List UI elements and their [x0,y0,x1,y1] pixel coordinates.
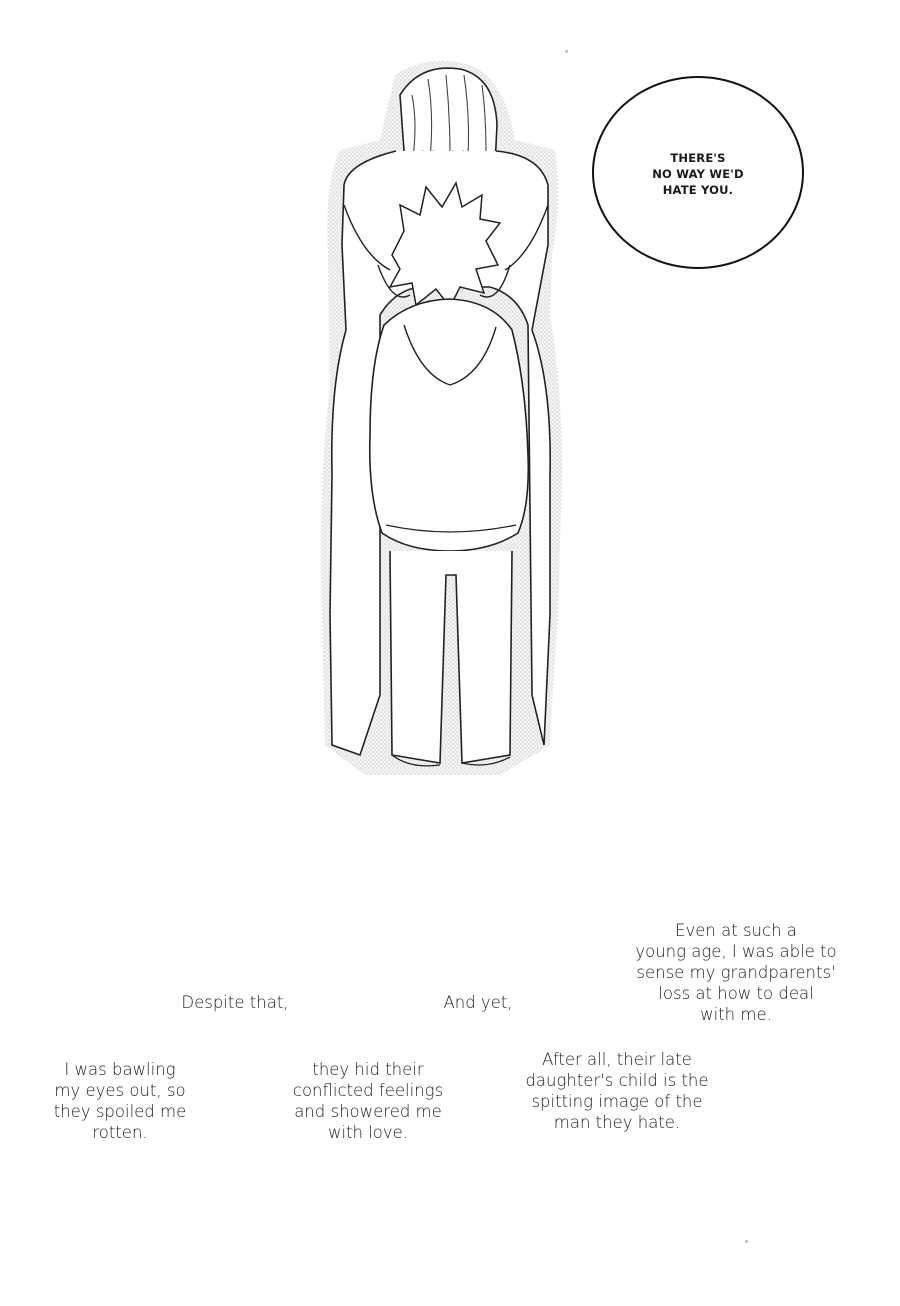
narration-and-yet: And yet, [443,993,513,1012]
grandparent-hugging-child-illustration [300,55,600,785]
narration-after-all: After all, their late daughter's child is the spitting image of the man they hate. [525,1050,709,1132]
narration-despite-that: Despite that, [181,993,289,1012]
scan-speck [565,50,568,53]
narration-they-hid: they hid their conflicted feelings and showered me with love. [292,1060,444,1142]
scan-speck [745,1240,748,1243]
speech-bubble-text: THERE'S NO WAY WE'D HATE YOU. [652,151,744,197]
narration-bawling: I was bawling my eyes out, so they spoiled me rotten. [53,1060,187,1142]
narration-even-at-such-a-young-age: Even at such a young age, I was able to sense my grandparents' loss at how to deal with me. [635,921,837,1024]
speech-bubble [592,76,804,269]
